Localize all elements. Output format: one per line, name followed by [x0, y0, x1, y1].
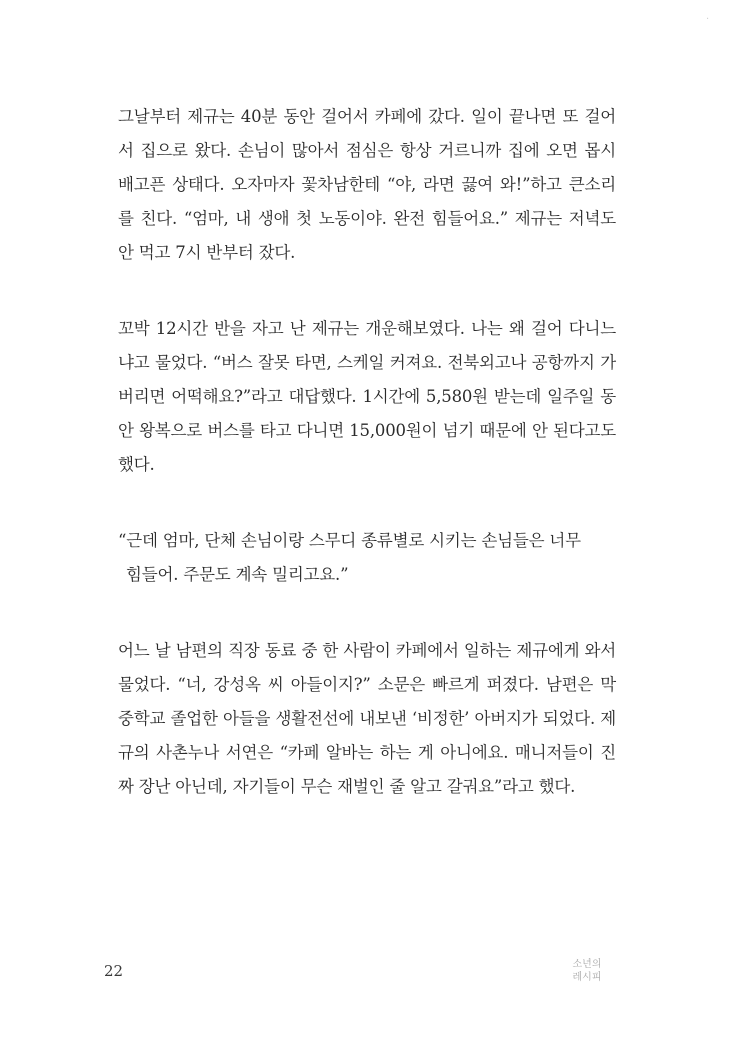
quote-paragraph — [118, 524, 616, 592]
paragraph-4: 어느 날 남편의 직장 동료 중 한 사람이 카페에서 일하는 제규에게 와서 물었다. “너, 강성옥 씨 아들이지?” 소문은 빠르게 퍼졌다. 남편은 막 중학교 졸업한 아들을 생활전선에 내보낸 ‘비정한’ 아버지가 되었다. 제규의 사촌누나 서연은 “카페 알바는 하는 게 아니에요. 매니저들이 진짜 장난 아닌데, 자기들이 무슨 재벌인 줄 알고 갈궈요”라고 했다. — [118, 641, 616, 796]
quote-line-1: “근데 엄마, 단체 손님이랑 스무디 종류별로 시키는 손님들은 너무 — [118, 531, 581, 550]
running-title-line-2: 레시피 — [572, 972, 602, 983]
corner-mark: · — [706, 14, 710, 25]
paragraph-1: 그날부터 제규는 40분 동안 걸어서 카페에 갔다. 일이 끝나면 또 걸어서 집으로 왔다. 손님이 많아서 점심은 항상 거르니까 집에 오면 몹시 배고픈 상태다. 오자마자 꽃차남한테 “야, 라면 끓여 와!”하고 큰소리를 친다. “엄마, 내 생애 첫 노동이야. 완전 힘들어요.” 제규는 저녁도 안 먹고 7시 반부터 잤다. — [118, 107, 616, 262]
body-text — [118, 100, 616, 804]
running-title-line-1: 소년의 — [572, 959, 602, 970]
running-title — [562, 958, 612, 984]
quote-line-2: 힘들어. 주문도 계속 밀리고요.” — [126, 565, 349, 584]
page-number: 22 — [104, 962, 124, 980]
paragraph-2: 꼬박 12시간 반을 자고 난 제규는 개운해보였다. 나는 왜 걸어 다니느냐고 물었다. “버스 잘못 타면, 스케일 커져요. 전북외고나 공항까지 가버리면 어떡해요?”라고 대답했다. 1시간에 5,580원 받는데 일주일 동안 왕복으로 버스를 타고 다니면 15,000원이 넘기 때문에 안 된다고도 했다. — [118, 319, 616, 474]
